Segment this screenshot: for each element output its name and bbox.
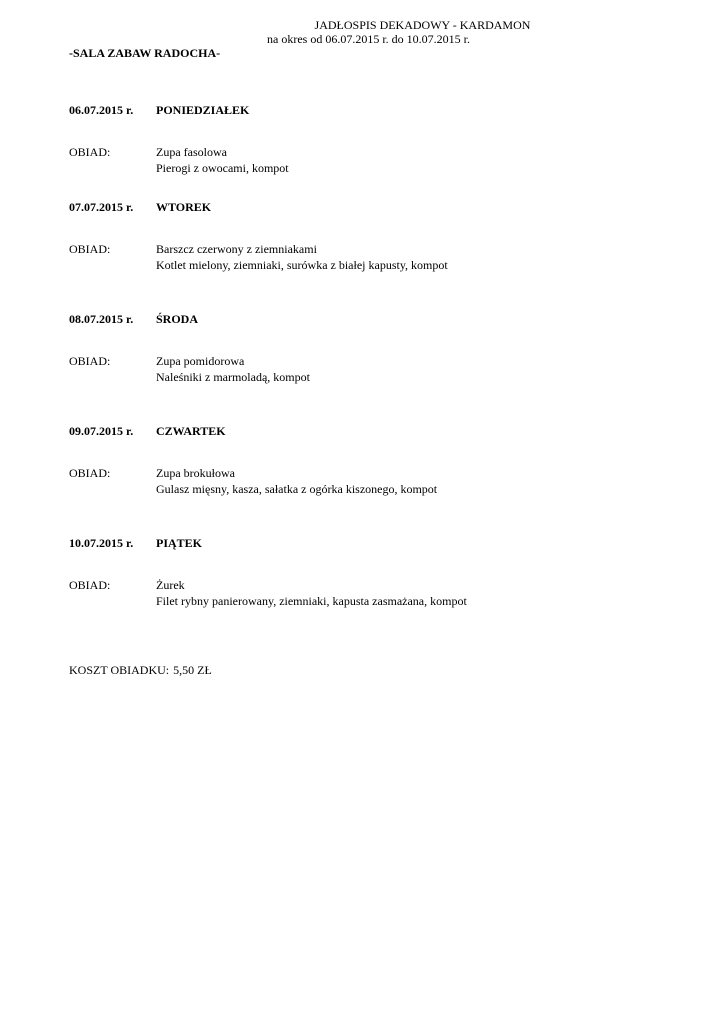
header-title: JADŁOSPIS DEKADOWY - KARDAMON xyxy=(314,18,531,32)
meal-dishes xyxy=(156,577,656,609)
meal-dishes xyxy=(156,465,656,497)
cost-label: KOSZT OBIADKU: xyxy=(69,663,170,677)
dish-main: Naleśniki z marmoladą, kompot xyxy=(156,370,310,384)
header-period: na okres od 06.07.2015 r. do 10.07.2015 r. xyxy=(267,32,470,46)
meal-label: OBIAD: xyxy=(69,354,111,368)
cost-value: 5,50 ZŁ xyxy=(173,663,212,677)
meal-dishes xyxy=(156,144,656,176)
day-name: PONIEDZIAŁEK xyxy=(156,103,250,117)
day-date: 07.07.2015 r. xyxy=(69,200,134,214)
day-date: 09.07.2015 r. xyxy=(69,424,134,438)
meal-dishes xyxy=(156,353,656,385)
day-date: 08.07.2015 r. xyxy=(69,312,134,326)
dish-main: Kotlet mielony, ziemniaki, surówka z białej kapusty, kompot xyxy=(156,258,448,272)
day-header xyxy=(69,102,669,118)
dish-soup: Barszcz czerwony z ziemniakami xyxy=(156,242,317,256)
day-name: CZWARTEK xyxy=(156,424,226,438)
day-name: PIĄTEK xyxy=(156,536,203,550)
dish-soup: Zupa pomidorowa xyxy=(156,354,245,368)
day-header xyxy=(69,199,669,215)
day-header xyxy=(69,311,669,327)
dish-soup: Żurek xyxy=(156,578,185,592)
day-name: WTOREK xyxy=(156,200,212,214)
dish-main: Filet rybny panierowany, ziemniaki, kapusta zasmażana, kompot xyxy=(156,594,467,608)
dish-soup: Zupa brokułowa xyxy=(156,466,235,480)
meal-label: OBIAD: xyxy=(69,242,111,256)
day-date: 06.07.2015 r. xyxy=(69,103,134,117)
day-name: ŚRODA xyxy=(156,312,199,326)
meal-label: OBIAD: xyxy=(69,466,111,480)
meal-label: OBIAD: xyxy=(69,145,111,159)
dish-main: Gulasz mięsny, kasza, sałatka z ogórka kiszonego, kompot xyxy=(156,482,438,496)
day-header xyxy=(69,423,669,439)
meal-label: OBIAD: xyxy=(69,578,111,592)
dish-main: Pierogi z owocami, kompot xyxy=(156,161,289,175)
day-header xyxy=(69,535,669,551)
meal-cost xyxy=(69,662,212,678)
meal-dishes xyxy=(156,241,656,273)
venue-name: -SALA ZABAW RADOCHA- xyxy=(69,46,221,60)
dish-soup: Zupa fasolowa xyxy=(156,145,227,159)
day-date: 10.07.2015 r. xyxy=(69,536,134,550)
